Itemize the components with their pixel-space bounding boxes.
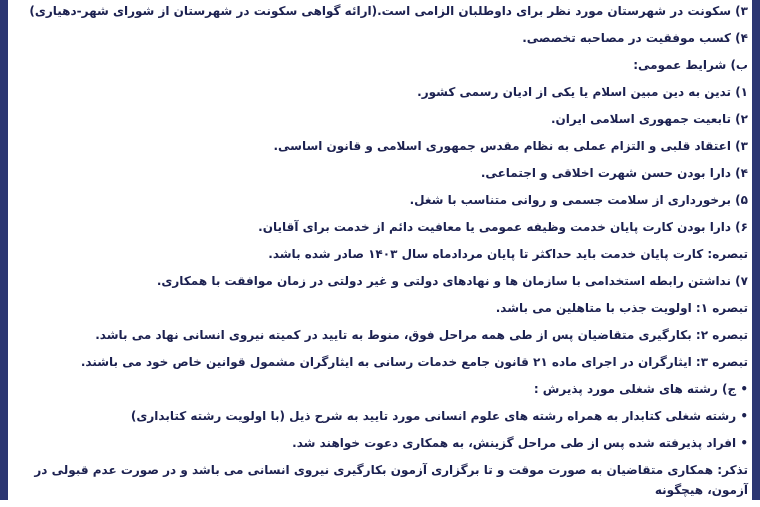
section-heading-fields: • ج) رشته های شغلی مورد پذیرش : xyxy=(14,379,748,399)
reminder-note: تذکر: همکاری متقاضیان به صورت موقت و تا برگزاری آزمون بکارگیری نیروی انسانی می باشد و در صورت عدم قبولی در آزمون، هیچگونه xyxy=(34,463,748,497)
accepted-invitation: • افراد پذیرفته شده پس از طی مراحل گزینش، به همکاری دعوت خواهند شد. xyxy=(14,433,748,453)
general-condition-5: ۵) برخورداری از سلامت جسمی و روانی متناسب با شغل. xyxy=(409,193,748,207)
general-condition-6: ۶) دارا بودن کارت پایان خدمت وظیفه عمومی یا معافیت دائم از خدمت برای آقایان. xyxy=(258,220,748,234)
note-3: تبصره ۳: ایثارگران در اجرای ماده ۲۱ قانون جامع خدمات رسانی به ایثارگران مشمول قوانین خاص خود می باشند. xyxy=(80,355,748,369)
document-body xyxy=(14,0,748,500)
general-condition-4: ۴) دارا بودن حسن شهرت اخلاقی و اجتماعی. xyxy=(480,166,748,180)
general-condition-3: ۳) اعتقاد قلبی و التزام عملی به نظام مقدس جمهوری اسلامی و قانون اساسی. xyxy=(273,139,748,153)
page-border-right xyxy=(752,0,760,500)
note-1: تبصره ۱: اولویت جذب با متاهلین می باشد. xyxy=(495,301,748,315)
field-librarian: • رشته شغلی کتابدار به همراه رشته های علوم انسانی مورد تایید به شرح ذیل (با اولویت رشته کتابداری) xyxy=(14,406,748,426)
general-condition-1: ۱) تدین به دین مبین اسلام یا یکی از ادیان رسمی کشور. xyxy=(417,85,748,99)
general-condition-7: ۷) نداشتن رابطه استخدامی با سازمان ها و نهادهای دولتی و غیر دولتی در زمان موافقت با همکاری. xyxy=(156,274,748,288)
note-military-card: تبصره: کارت پایان خدمت باید حداکثر تا پایان مردادماه سال ۱۴۰۳ صادر شده باشد. xyxy=(268,247,748,261)
general-condition-2: ۲) تابعیت جمهوری اسلامی ایران. xyxy=(550,112,748,126)
note-2: تبصره ۲: بکارگیری متقاضیان پس از طی همه مراحل فوق، منوط به تایید در کمیته نیروی انسانی نهاد می باشد. xyxy=(95,328,748,342)
section-heading-general: ب) شرایط عمومی: xyxy=(633,58,748,72)
condition-residency: ۳) سکونت در شهرستان مورد نظر برای داوطلبان الزامی است.(ارائه گواهی سکونت در شهرستان از شورای شهر-دهیاری) xyxy=(29,4,748,18)
condition-interview: ۴) کسب موفقیت در مصاحبه تخصصی. xyxy=(522,31,748,45)
page-border-left xyxy=(0,0,8,500)
